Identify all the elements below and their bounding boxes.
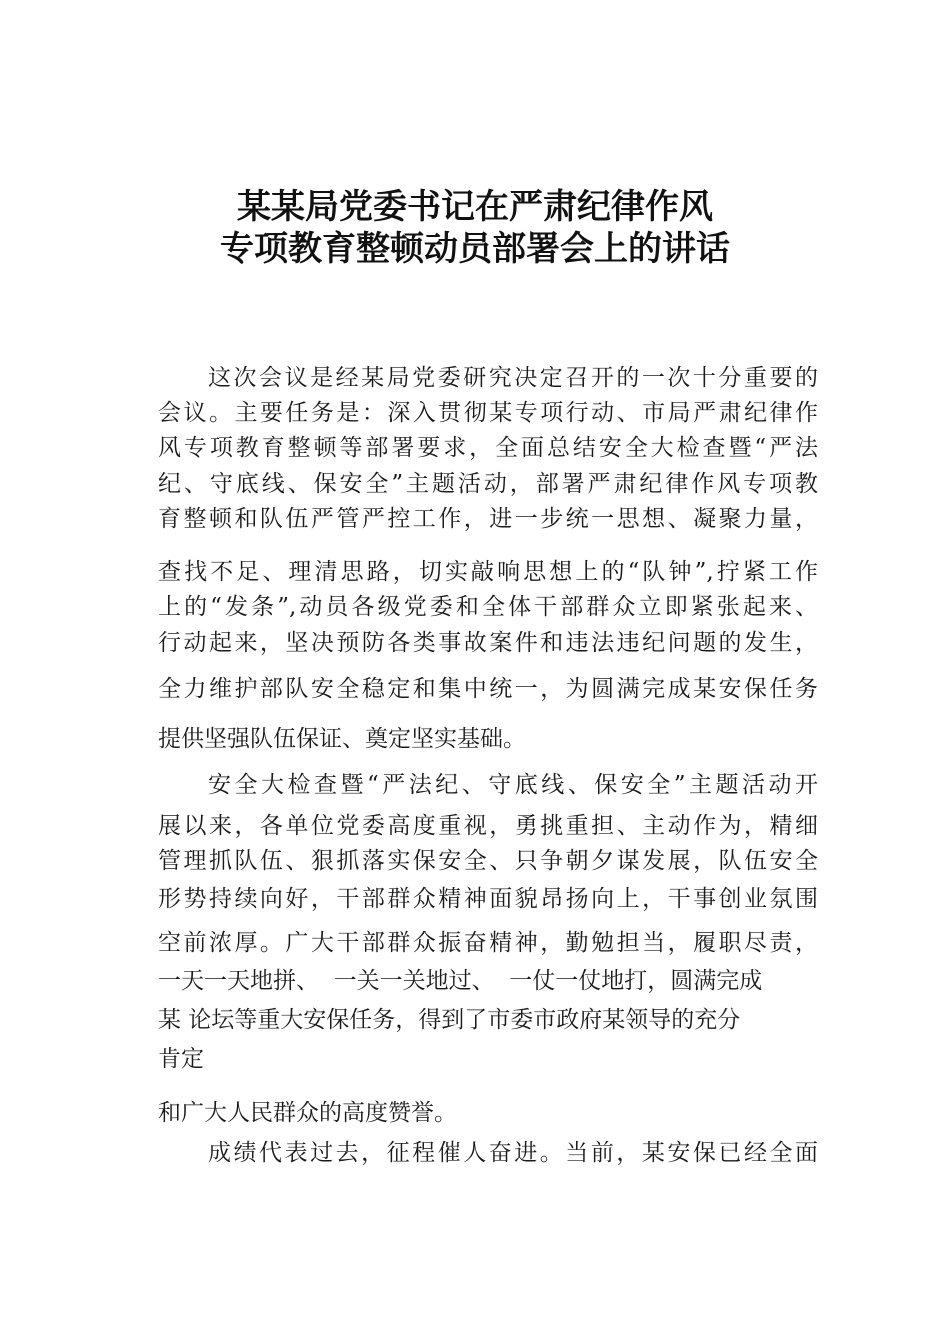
text-line: 肯定 (158, 1046, 204, 1072)
text-line: 育整顿和队伍严管严控工作，进一步统一思想、凝聚力量， (158, 506, 818, 532)
title-line-2: 专项教育整顿动员部署会上的讲话 (220, 229, 730, 269)
text-line: 管理抓队伍、狠抓落实保安全、只争朝夕谋发展，队伍安全 (158, 848, 818, 874)
text-line: 风专项教育整顿等部署要求，全面总结安全大检查暨“严法 (158, 435, 818, 461)
document-title (0, 186, 950, 270)
title-line-1: 某某局党委书记在严肃纪律作风 (237, 187, 713, 227)
text-line: 安全大检查暨“严法纪、守底线、保安全”主题活动开 (208, 772, 818, 798)
text-line: 和广大人民群众的高度赞誉。 (158, 1100, 457, 1126)
text-line: 形势持续向好，干部群众精神面貌昂扬向上，干事创业氛围 (158, 886, 818, 912)
text-line: 查找不足、理清思路，切实敲响思想上的“队钟”,拧紧工作 (158, 559, 818, 585)
text-line: 一天一天地拼、 一关一关地过、 一仗一仗地打，圆满完成 (158, 968, 763, 994)
text-line: 空前浓厚。广大干部群众振奋精神，勤勉担当，履职尽责， (158, 930, 818, 956)
text-line: 全力维护部队安全稳定和集中统一，为圆满完成某安保任务 (158, 676, 818, 702)
text-line: 成绩代表过去，征程催人奋进。当前，某安保已经全面 (208, 1140, 818, 1166)
text-line: 上的“发条”,动员各级党委和全体干部群众立即紧张起来、 (158, 594, 818, 620)
text-line: 提供坚强队伍保证、奠定坚实基础。 (158, 726, 526, 752)
text-line: 纪、守底线、保安全”主题活动，部署严肃纪律作风专项教 (158, 471, 818, 497)
text-line: 会议。主要任务是：深入贯彻某专项行动、市局严肃纪律作 (158, 400, 818, 426)
text-line: 某 论坛等重大安保任务，得到了市委市政府某领导的充分 (158, 1007, 741, 1033)
text-line: 展以来，各单位党委高度重视，勇挑重担、主动作为，精细 (158, 813, 818, 839)
text-line: 行动起来，坚决预防各类事故案件和违法违纪问题的发生， (158, 630, 818, 656)
text-line: 这次会议是经某局党委研究决定召开的一次十分重要的 (208, 365, 818, 391)
